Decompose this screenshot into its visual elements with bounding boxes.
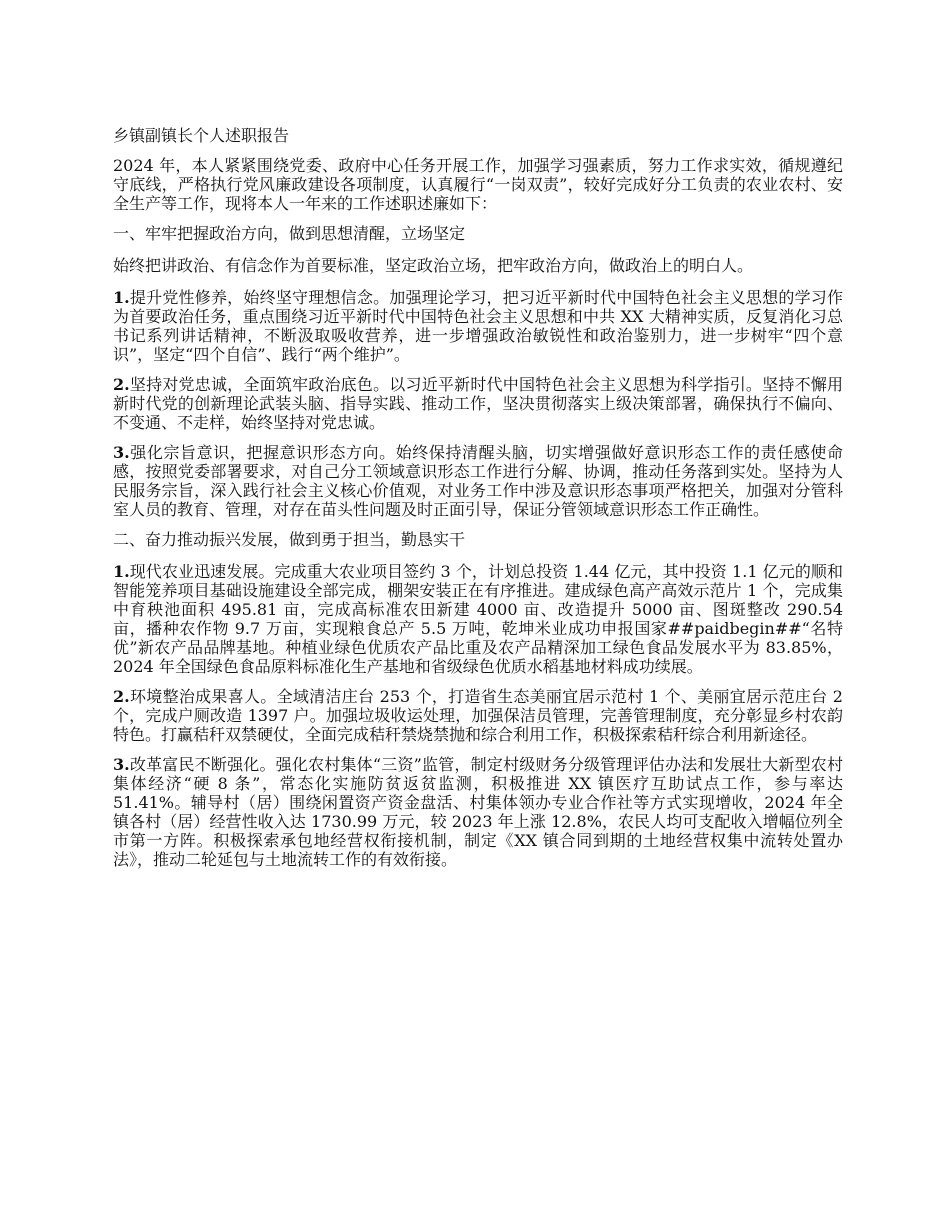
- section-1-heading: 一、牢牢把握政治方向，做到思想清醒，立场坚定: [113, 224, 466, 243]
- section-2-heading: 二、奋力推动振兴发展，做到勇于担当，勤恳实干: [113, 530, 466, 549]
- item-text: 强化宗旨意识，把握意识形态方向。始终保持清醒头脑，切实增强做好意识形态工作的责任感使命感，按照党委部署要求，对自己分工领域意识形态工作进行分解、协调，推动任务落到实处。坚持为人民服务宗旨，深入践行社会主义核心价值观，对业务工作中涉及意识形态事项严格把关，加强对分管科室人员的教育、管理，对存在苗头性问题及时正面引导，保证分管领域意识形态工作正确性。: [113, 443, 843, 519]
- intro-paragraph: 2024 年，本人紧紧围绕党委、政府中心任务开展工作，加强学习强素质，努力工作求实效，循规遵纪守底线，严格执行党风廉政建设各项制度，认真履行“一岗双责”，较好完成好分工负责的农业农村、安全生产等工作，现将本人一年来的工作述职述廉如下：: [113, 156, 843, 213]
- item-number: 2.: [113, 375, 130, 394]
- item-number: 1.: [113, 288, 130, 307]
- item-number: 3.: [113, 755, 130, 774]
- section-2-item-3: [113, 755, 843, 869]
- item-number: 1.: [113, 562, 130, 581]
- document-page: [113, 126, 843, 880]
- section-1-item-1: [113, 288, 843, 364]
- item-text: 环境整治成果喜人。全域清洁庄台 253 个，打造省生态美丽宜居示范村 1 个、美丽宜居示范庄台 2 个，完成户厕改造 1397 户。加强垃圾收运处理，加强保洁员管理，完善管理制度，充分彰显乡村农韵特色。打赢秸秆双禁硬仗，全面完成秸秆禁烧禁抛和综合利用工作，积极探索秸秆综合利用新途径。: [113, 687, 843, 744]
- item-number: 2.: [113, 687, 130, 706]
- section-1-item-3: [113, 443, 843, 519]
- section-1-item-2: [113, 375, 843, 432]
- item-number: 3.: [113, 443, 130, 462]
- document-title: 乡镇副镇长个人述职报告: [113, 126, 290, 145]
- section-2-item-1: [113, 562, 843, 676]
- item-text: 现代农业迅速发展。完成重大农业项目签约 3 个，计划总投资 1.44 亿元，其中投资 1.1 亿元的顺和智能笼养项目基础设施建设全部完成，棚架安装正在有序推进。建成绿色高产高效示范片 1 个，完成集中育秧池面积 495.81 亩，完成高标准农田新建 4000 亩、改造提升 5000 亩、图斑整改 290.54 亩，播种农作物 9.7 万亩，实现粮食总产 5.5 万吨，乾坤米业成功申报国家##paidbegin##“名特优”新农产品品牌基地。种植业绿色优质农产品比重及农产品精深加工绿色食品发展水平为 83.85%，2024 年全国绿色食品原料标准化生产基地和省级绿色优质水稻基地材料成功续展。: [113, 562, 843, 676]
- item-text: 改革富民不断强化。强化农村集体“三资”监管，制定村级财务分级管理评估办法和发展壮大新型农村集体经济“硬 8 条”，常态化实施防贫返贫监测，积极推进 XX 镇医疗互助试点工作，参与率达 51.41%。辅导村（居）围绕闲置资产资金盘活、村集体领办专业合作社等方式实现增收，2024 年全镇各村（居）经营性收入达 1730.99 万元，较 2023 年上涨 12.8%，农民人均可支配收入增幅位列全市第一方阵。积极探索承包地经营权衔接机制，制定《XX 镇合同到期的土地经营权集中流转处置办法》，推动二轮延包与土地流转工作的有效衔接。: [113, 755, 843, 869]
- section-2-item-2: [113, 687, 843, 744]
- section-1-lead: 始终把讲政治、有信念作为首要标准，坚定政治立场，把牢政治方向，做政治上的明白人。: [113, 256, 754, 275]
- item-text: 提升党性修养，始终坚守理想信念。加强理论学习，把习近平新时代中国特色社会主义思想的学习作为首要政治任务，重点围绕习近平新时代中国特色社会主义思想和中共 XX 大精神实质，反复消化习总书记系列讲话精神，不断汲取吸收营养，进一步增强政治敏锐性和政治鉴别力，进一步树牢“四个意识”，坚定“四个自信”、践行“两个维护”。: [113, 288, 843, 364]
- item-text: 坚持对党忠诚，全面筑牢政治底色。以习近平新时代中国特色社会主义思想为科学指引。坚持不懈用新时代党的创新理论武装头脑、指导实践、推动工作，坚决贯彻落实上级决策部署，确保执行不偏向、不变通、不走样，始终坚持对党忠诚。: [113, 375, 843, 432]
